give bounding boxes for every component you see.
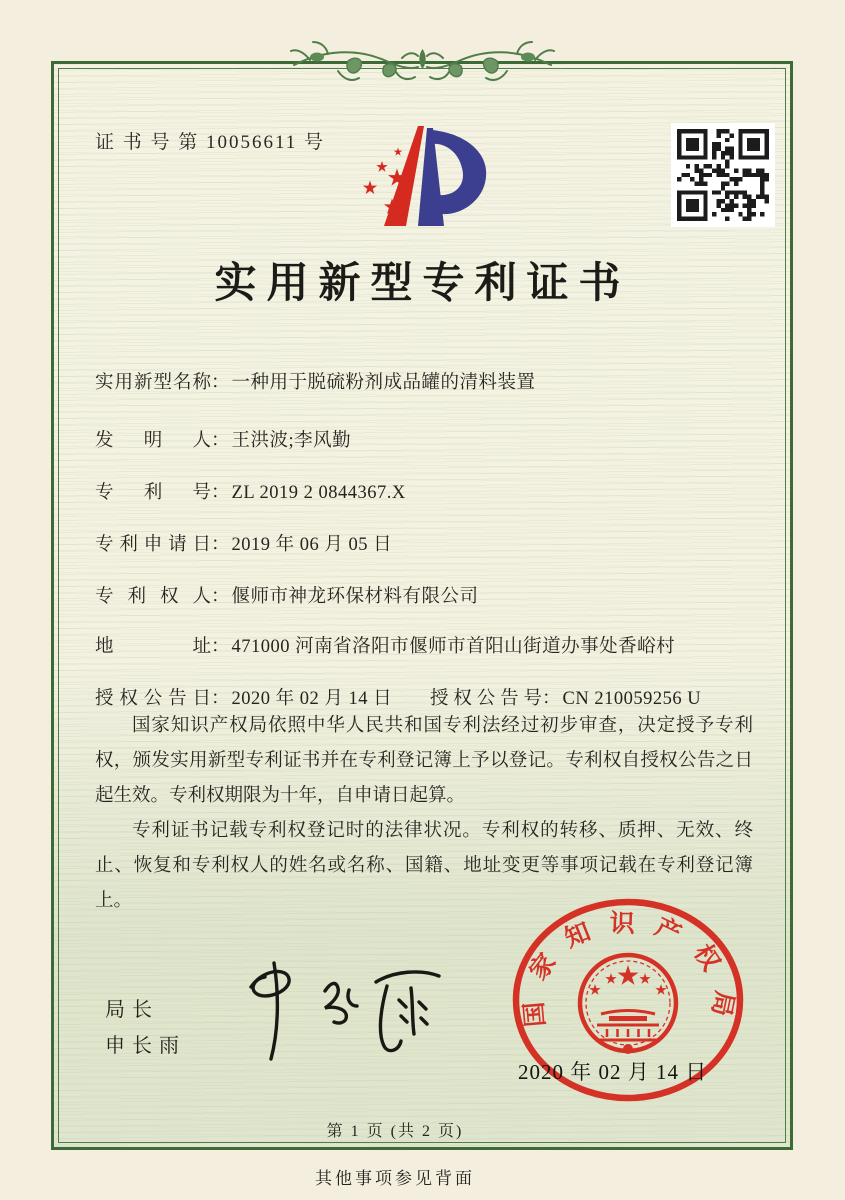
field-label: 专利号: [95, 483, 211, 503]
colon: ：: [211, 637, 230, 657]
field-row-name: [95, 368, 755, 394]
colon: ：: [211, 373, 230, 393]
qr-code: [671, 123, 775, 227]
field-row-grant: [95, 684, 755, 710]
field-label: 授权公告日: [95, 689, 211, 709]
colon: ：: [211, 535, 230, 555]
legal-paragraph-2: 专利证书记载专利权登记时的法律状况。专利权的转移、质押、无效、终止、恢复和专利权人的姓名或名称、国籍、地址变更等事项记载在专利登记簿上。: [95, 821, 753, 911]
colon: ：: [211, 483, 230, 503]
issue-date: 2020 年 02 月 14 日: [518, 1060, 708, 1084]
back-side-note: 其他事项参见背面: [315, 1169, 475, 1188]
officer-title: 局长: [105, 999, 159, 1021]
field-label: 地址: [95, 637, 211, 657]
colon: ：: [211, 587, 230, 607]
field-row-inventor: [95, 426, 755, 452]
field-label: 发明人: [95, 431, 211, 451]
field-label: 授权公告号: [430, 689, 542, 709]
field-label: 专利权人: [95, 587, 211, 607]
colon: ：: [542, 689, 561, 709]
top-scroll-ornament-icon: [290, 40, 555, 90]
field-value: 2020 年 02 月 14 日: [231, 689, 393, 709]
legal-text: [95, 709, 753, 919]
grant-number-pair: [430, 684, 701, 710]
signature-icon: [233, 955, 451, 1063]
field-value: 王洪波;李风勤: [231, 431, 352, 451]
field-value: CN 210059256 U: [562, 689, 702, 709]
field-row-address: [95, 632, 755, 658]
field-label: 专利申请日: [95, 535, 211, 555]
field-row-filing-date: [95, 530, 755, 556]
colon: ：: [211, 431, 230, 451]
field-row-patent-no: [95, 478, 755, 504]
cnipa-logo-icon: [348, 120, 498, 238]
field-value: 一种用于脱硫粉剂成品罐的清料装置: [231, 373, 536, 393]
seal-text: 国家知识产权局: [519, 910, 738, 1037]
certificate-title: 实用新型专利证书: [214, 261, 631, 307]
field-row-patentee: [95, 582, 755, 608]
field-value: ZL 2019 2 0844367.X: [231, 483, 406, 503]
field-value: 471000 河南省洛阳市偃师市首阳山街道办事处香峪村: [231, 637, 676, 657]
legal-paragraph-1: 国家知识产权局依照中华人民共和国专利法经过初步审查，决定授予专利权，颁发实用新型专利证书并在专利登记簿上予以登记。专利权自授权公告之日起生效。专利权期限为十年，自申请日起算。: [95, 716, 753, 806]
officer-name: 申长雨: [105, 1035, 186, 1057]
field-label: 实用新型名称: [95, 373, 211, 393]
page-number: 第 1 页 (共 2 页): [326, 1123, 464, 1140]
certificate-number: 证 书 号 第 10056611 号: [95, 132, 326, 153]
field-value: 2019 年 06 月 05 日: [231, 535, 393, 555]
colon: ：: [211, 689, 230, 709]
field-value: 偃师市神龙环保材料有限公司: [231, 587, 479, 607]
